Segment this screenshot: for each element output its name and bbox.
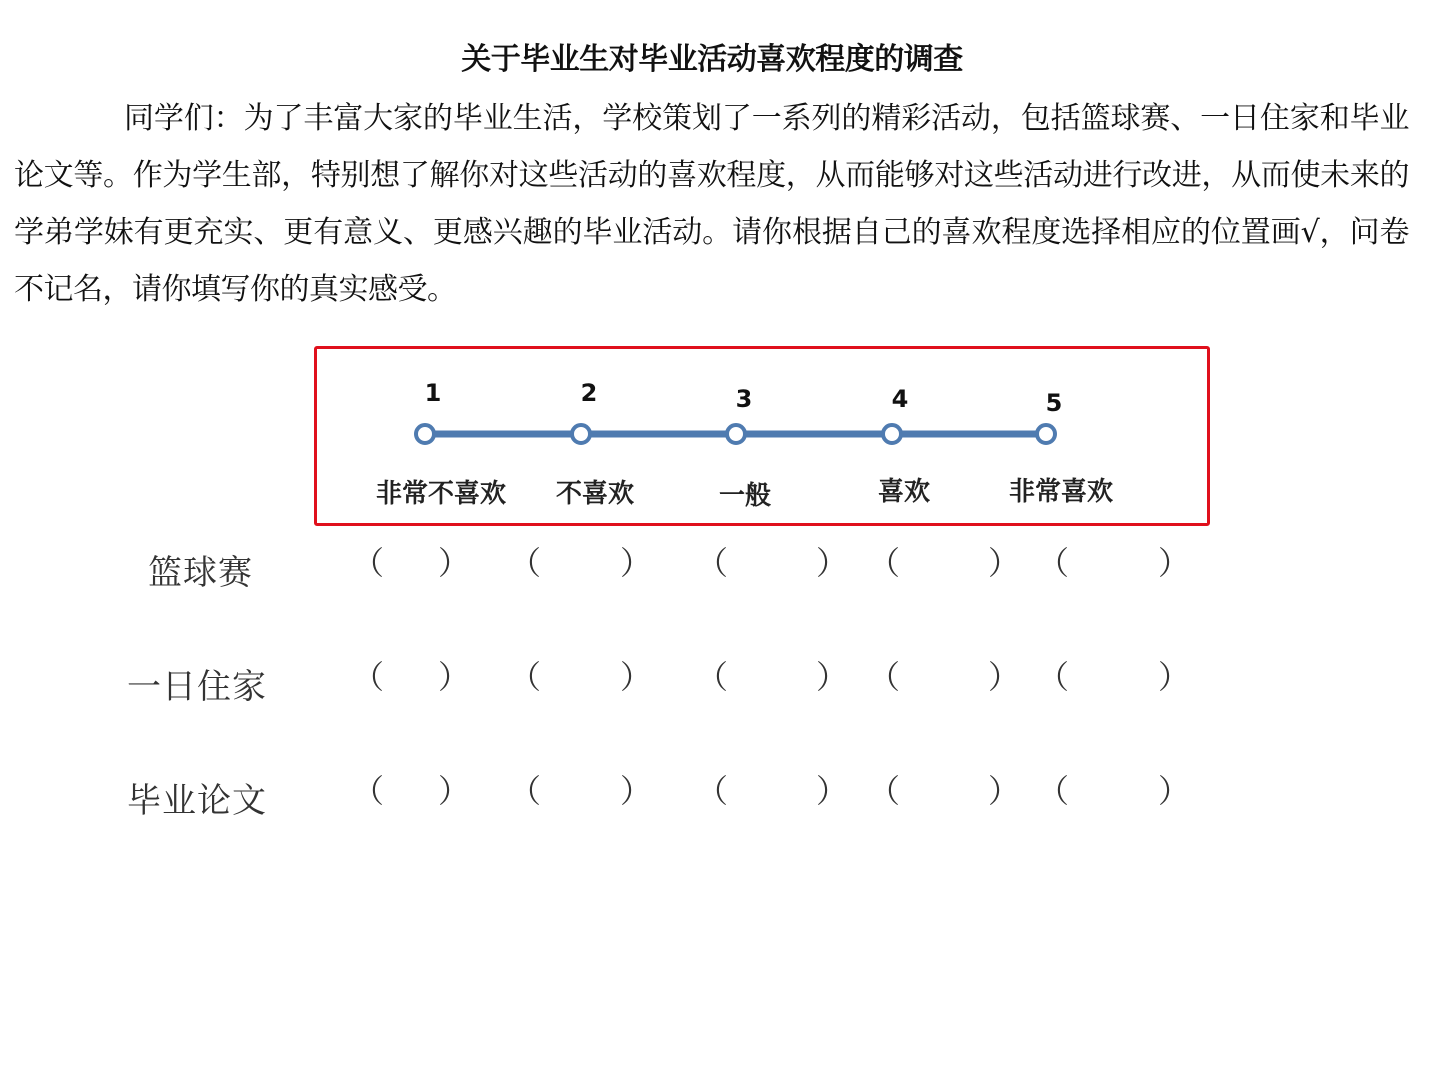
answer-open-paren-r1-c5[interactable]: （ [1037, 544, 1070, 582]
scale-number-4: 4 [891, 385, 909, 413]
scale-number-2: 2 [580, 379, 598, 407]
answer-open-paren-r1-c3[interactable]: （ [696, 544, 729, 582]
row-label-basketball: 篮球赛 [148, 553, 253, 593]
answer-open-paren-r3-c1[interactable]: （ [352, 772, 385, 810]
rating-scale [317, 349, 1207, 523]
scale-number-3: 3 [735, 385, 753, 413]
answer-open-paren-r1-c4[interactable]: （ [868, 544, 901, 582]
answer-open-paren-r2-c4[interactable]: （ [868, 658, 901, 696]
answer-close-paren-r2-c3[interactable]: ） [816, 658, 849, 696]
answer-close-paren-r3-c5[interactable]: ） [1158, 772, 1191, 810]
scale-number-5: 5 [1045, 389, 1063, 417]
scale-point-3 [727, 425, 745, 443]
scale-label-3: 一般 [718, 481, 772, 511]
answer-close-paren-r2-c2[interactable]: ） [620, 658, 653, 696]
survey-intro: 同学们：为了丰富大家的毕业生活，学校策划了一系列的精彩活动，包括篮球赛、一日住家和毕业论文等。作为学生部，特别想了解你对这些活动的喜欢程度，从而能够对这些活动进行改进，从而使未来的学弟学妹有更充实、更有意义、更感兴趣的毕业活动。请你根据自己的喜欢程度选择相应的位置画√，问卷不记名，请你填写你的真实感受。 [14, 101, 1409, 307]
scale-label-5: 非常喜欢 [1008, 477, 1114, 507]
answer-close-paren-r1-c3[interactable]: ） [816, 544, 849, 582]
answer-close-paren-r3-c1[interactable]: ） [438, 772, 471, 810]
row-label-thesis: 毕业论文 [127, 781, 267, 821]
scale-label-1: 非常不喜欢 [375, 479, 507, 509]
answer-open-paren-r2-c2[interactable]: （ [509, 658, 542, 696]
answer-close-paren-r1-c1[interactable]: ） [438, 544, 471, 582]
answer-close-paren-r1-c5[interactable]: ） [1158, 544, 1191, 582]
scale-point-5 [1037, 425, 1055, 443]
answer-open-paren-r1-c2[interactable]: （ [509, 544, 542, 582]
scale-number-1: 1 [424, 379, 442, 407]
answer-open-paren-r2-c3[interactable]: （ [696, 658, 729, 696]
answer-close-paren-r1-c2[interactable]: ） [620, 544, 653, 582]
answer-open-paren-r2-c5[interactable]: （ [1037, 658, 1070, 696]
scale-label-2: 不喜欢 [555, 479, 635, 509]
answer-open-paren-r1-c1[interactable]: （ [352, 544, 385, 582]
answer-close-paren-r3-c4[interactable]: ） [988, 772, 1021, 810]
answer-close-paren-r1-c4[interactable]: ） [988, 544, 1021, 582]
answer-open-paren-r3-c4[interactable]: （ [868, 772, 901, 810]
scale-label-4: 喜欢 [877, 477, 931, 507]
scale-point-1 [416, 425, 434, 443]
answer-open-paren-r3-c2[interactable]: （ [509, 772, 542, 810]
scale-point-2 [572, 425, 590, 443]
row-label-homestay: 一日住家 [127, 667, 267, 707]
rating-scale-box [314, 346, 1210, 526]
answer-open-paren-r3-c5[interactable]: （ [1037, 772, 1070, 810]
answer-close-paren-r2-c5[interactable]: ） [1158, 658, 1191, 696]
scale-point-4 [883, 425, 901, 443]
answer-open-paren-r2-c1[interactable]: （ [352, 658, 385, 696]
answer-close-paren-r2-c4[interactable]: ） [988, 658, 1021, 696]
survey-title: 关于毕业生对毕业活动喜欢程度的调查 [461, 42, 963, 77]
answer-close-paren-r3-c2[interactable]: ） [620, 772, 653, 810]
answer-open-paren-r3-c3[interactable]: （ [696, 772, 729, 810]
answer-close-paren-r2-c1[interactable]: ） [438, 658, 471, 696]
answer-close-paren-r3-c3[interactable]: ） [816, 772, 849, 810]
